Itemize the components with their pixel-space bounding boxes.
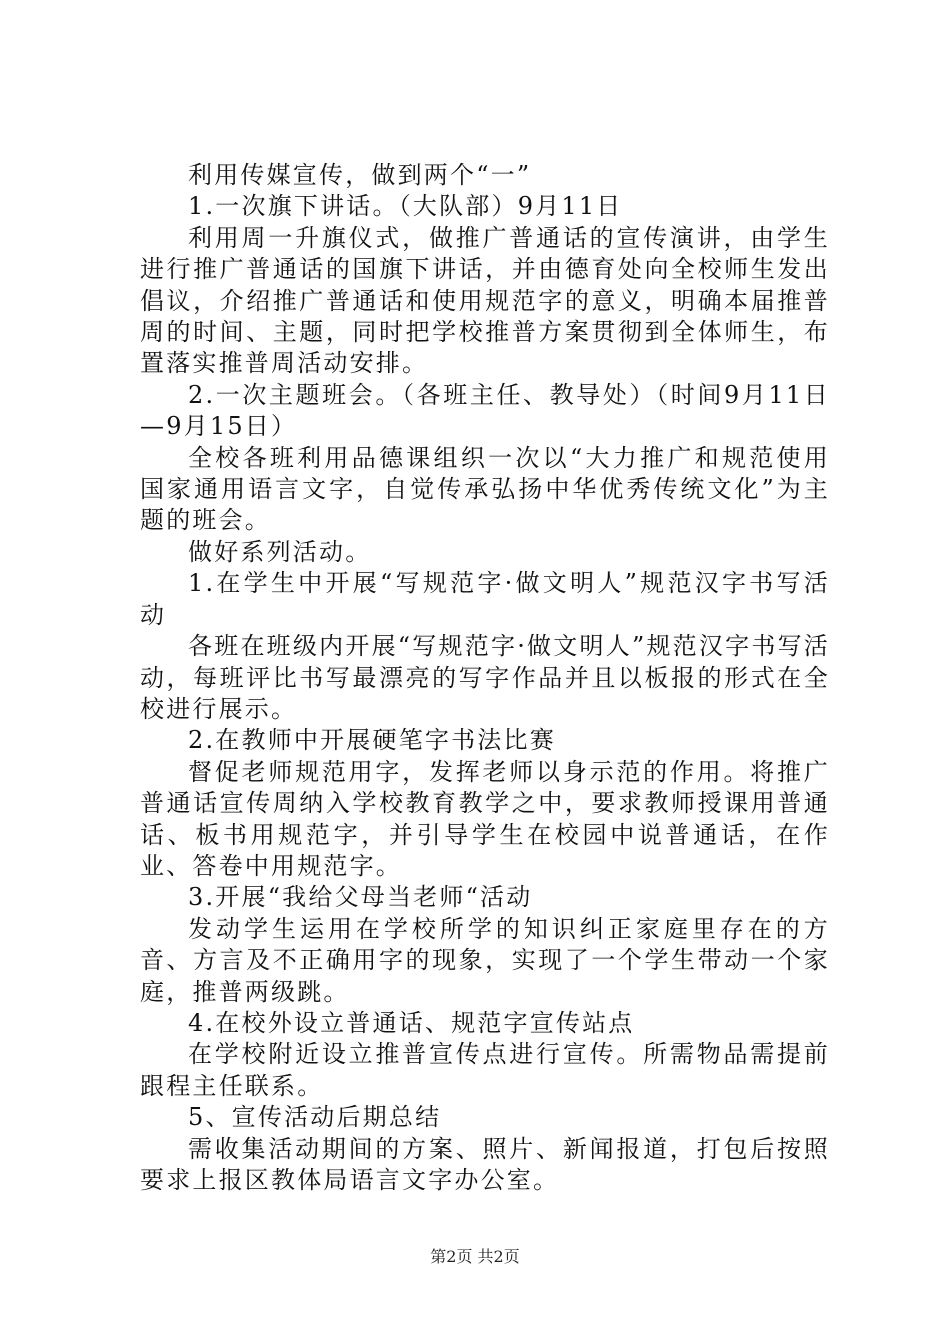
paragraph: 利用周一升旗仪式，做推广普通话的宣传演讲，由学生进行推广普通话的国旗下讲话，并由德育处向全校师生发出倡议，介绍推广普通话和使用规范字的意义，明确本届推普周的时间、主题，同时把学校推普方案贯彻到全体师生，布置落实推普周活动安排。 bbox=[140, 223, 830, 378]
document-body bbox=[140, 160, 830, 1196]
paragraph: 督促老师规范用字，发挥老师以身示范的作用。将推广普通话宣传周纳入学校教育教学之中，要求教师授课用普通话、板书用规范字，并引导学生在校园中说普通话，在作业、答卷中用规范字。 bbox=[140, 757, 830, 880]
paragraph: 2.在教师中开展硬笔字书法比赛 bbox=[188, 726, 556, 755]
paragraph: 1.一次旗下讲话。（大队部）9月11日 bbox=[188, 192, 623, 221]
paragraph: 做好系列活动。 bbox=[188, 537, 372, 566]
page-number-footer: 第2页 共2页 bbox=[430, 1247, 520, 1266]
paragraph: 在学校附近设立推普宣传点进行宣传。所需物品需提前跟程主任联系。 bbox=[140, 1040, 830, 1100]
paragraph: 利用传媒宣传，做到两个“一” bbox=[188, 161, 532, 189]
paragraph: 各班在班级内开展“写规范字·做文明人”规范汉字书写活动，每班评比书写最漂亮的写字作品并且以板报的形式在全校进行展示。 bbox=[140, 632, 830, 723]
paragraph: 5、宣传活动后期总结 bbox=[188, 1103, 442, 1132]
paragraph: 需收集活动期间的方案、照片、新闻报道，打包后按照要求上报区教体局语言文字办公室。 bbox=[140, 1134, 830, 1194]
paragraph: 发动学生运用在学校所学的知识纠正家庭里存在的方音、方言及不正确用字的现象，实现了一个学生带动一个家庭，推普两级跳。 bbox=[140, 914, 830, 1006]
paragraph: 1.在学生中开展“写规范字·做文明人”规范汉字书写活动 bbox=[140, 569, 830, 629]
paragraph: 2.一次主题班会。（各班主任、教导处）（时间9月11日—9月15日） bbox=[140, 380, 830, 441]
paragraph: 4.在校外设立普通话、规范字宣传站点 bbox=[188, 1008, 635, 1037]
paragraph: 3.开展“我给父母当老师“活动 bbox=[188, 883, 533, 912]
paragraph: 全校各班利用品德课组织一次以“大力推广和规范使用国家通用语言文字，自觉传承弘扬中华优秀传统文化”为主题的班会。 bbox=[140, 443, 830, 535]
